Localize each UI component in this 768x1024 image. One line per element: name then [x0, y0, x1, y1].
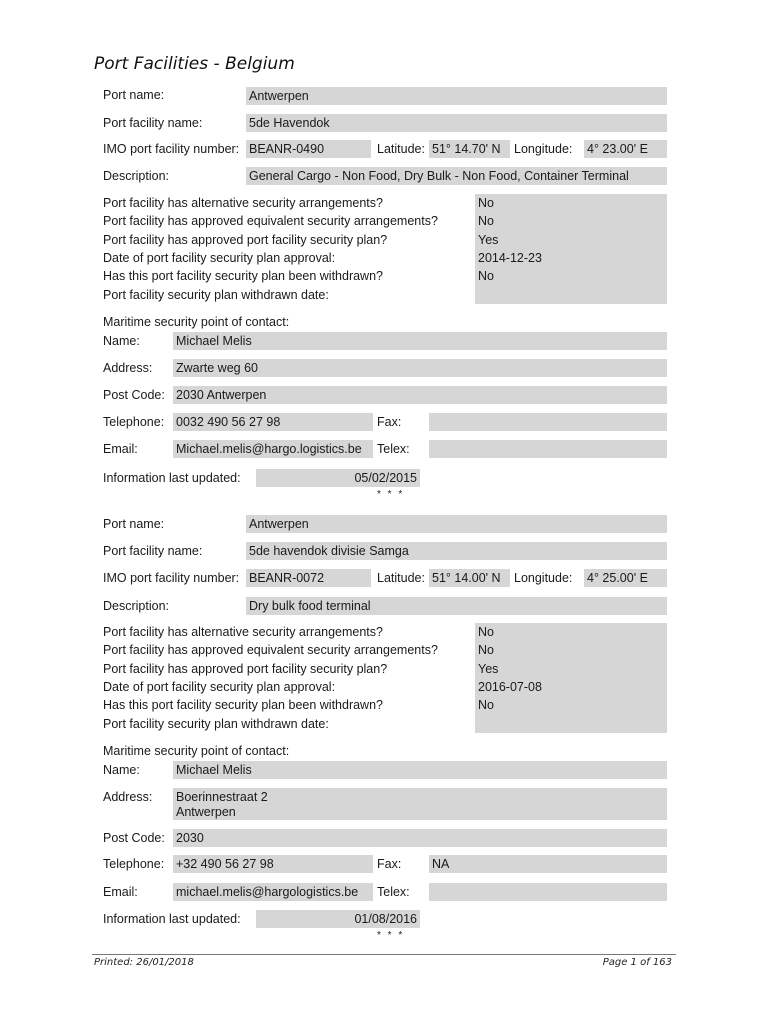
facility-name-value: 5de Havendok	[246, 114, 667, 132]
footer-divider	[92, 954, 676, 955]
description-label: Description:	[103, 599, 169, 613]
fax-label: Fax:	[377, 415, 402, 429]
facility-name-label: Port facility name:	[103, 116, 203, 130]
port-name-label: Port name:	[103, 88, 165, 102]
longitude-value: 4° 23.00' E	[584, 140, 667, 158]
record-separator: * * *	[377, 930, 405, 941]
port-name-value: Antwerpen	[246, 87, 667, 105]
security-answers-panel	[475, 623, 667, 733]
question-approved-plan: Port facility has approved port facility security plan?	[103, 233, 388, 247]
contact-heading: Maritime security point of contact:	[103, 315, 290, 329]
question-approved-plan: Port facility has approved port facility security plan?	[103, 662, 388, 676]
telex-label: Telex:	[377, 885, 410, 899]
answer-plan-date: 2014-12-23	[478, 250, 542, 265]
description-value: Dry bulk food terminal	[246, 597, 667, 615]
question-plan-withdrawn: Has this port facility security plan been withdrawn?	[103, 698, 383, 712]
answer-withdrawn: No	[478, 698, 494, 713]
question-plan-date: Date of port facility security plan approval:	[103, 680, 336, 694]
description-label: Description:	[103, 169, 169, 183]
page-title: Port Facilities - Belgium	[94, 54, 295, 74]
fax-value	[429, 413, 667, 431]
contact-name-value: Michael Melis	[173, 332, 667, 350]
description-value: General Cargo - Non Food, Dry Bulk - Non Food, Container Terminal	[246, 167, 667, 185]
printed-date: Printed: 26/01/2018	[94, 957, 194, 968]
longitude-label: Longitude:	[514, 571, 573, 585]
contact-name-label: Name:	[103, 763, 140, 777]
latitude-value: 51° 14.00' N	[429, 569, 510, 587]
address-value	[173, 359, 667, 377]
email-value: Michael.melis@hargo.logistics.be	[173, 440, 373, 458]
facility-name-label: Port facility name:	[103, 544, 203, 558]
answer-approved-plan: Yes	[478, 661, 499, 676]
question-equivalent-arrangements: Port facility has approved equivalent security arrangements?	[103, 643, 438, 657]
port-name-label: Port name:	[103, 517, 165, 531]
contact-heading: Maritime security point of contact:	[103, 744, 290, 758]
latitude-label: Latitude:	[377, 142, 425, 156]
address-label: Address:	[103, 790, 153, 804]
longitude-label: Longitude:	[514, 142, 573, 156]
imo-label: IMO port facility number:	[103, 142, 240, 156]
answer-approved-plan: Yes	[478, 232, 499, 247]
answer-withdrawn: No	[478, 269, 494, 284]
longitude-value: 4° 25.00' E	[584, 569, 667, 587]
post-code-label: Post Code:	[103, 831, 165, 845]
address-label: Address:	[103, 361, 153, 375]
email-label: Email:	[103, 442, 138, 456]
latitude-label: Latitude:	[377, 571, 425, 585]
telephone-label: Telephone:	[103, 857, 165, 871]
post-code-label: Post Code:	[103, 388, 165, 402]
post-code-value: 2030 Antwerpen	[173, 386, 667, 404]
imo-label: IMO port facility number:	[103, 571, 240, 585]
question-alternative-arrangements: Port facility has alternative security arrangements?	[103, 625, 383, 639]
last-updated-label: Information last updated:	[103, 471, 241, 485]
contact-name-value: Michael Melis	[173, 761, 667, 779]
telex-value	[429, 440, 667, 458]
question-equivalent-arrangements: Port facility has approved equivalent security arrangements?	[103, 214, 438, 228]
question-alternative-arrangements: Port facility has alternative security arrangements?	[103, 196, 383, 210]
security-answers-panel	[475, 194, 667, 304]
answer-plan-date: 2016-07-08	[478, 679, 542, 694]
latitude-value: 51° 14.70' N	[429, 140, 510, 158]
post-code-value: 2030	[173, 829, 667, 847]
question-withdrawn-date: Port facility security plan withdrawn date:	[103, 717, 329, 731]
imo-value: BEANR-0072	[246, 569, 371, 587]
imo-value: BEANR-0490	[246, 140, 371, 158]
last-updated-label: Information last updated:	[103, 912, 241, 926]
page-number: Page 1 of 163	[602, 957, 672, 968]
contact-name-label: Name:	[103, 334, 140, 348]
question-withdrawn-date: Port facility security plan withdrawn date:	[103, 288, 329, 302]
last-updated-value: 01/08/2016	[256, 910, 420, 928]
answer-equivalent: No	[478, 214, 494, 229]
telex-value	[429, 883, 667, 901]
address-line: Zwarte weg 60	[176, 361, 258, 375]
telephone-label: Telephone:	[103, 415, 165, 429]
answer-alternative: No	[478, 625, 494, 639]
email-label: Email:	[103, 885, 138, 899]
port-name-value: Antwerpen	[246, 515, 667, 533]
address-value	[173, 788, 667, 820]
email-value: michael.melis@hargologistics.be	[173, 883, 373, 901]
address-line: Antwerpen	[176, 805, 236, 819]
answer-equivalent: No	[478, 643, 494, 658]
question-plan-withdrawn: Has this port facility security plan been withdrawn?	[103, 269, 383, 283]
last-updated-value: 05/02/2015	[256, 469, 420, 487]
fax-label: Fax:	[377, 857, 402, 871]
telephone-value: 0032 490 56 27 98	[173, 413, 373, 431]
fax-value: NA	[429, 855, 667, 873]
answer-alternative: No	[478, 196, 494, 210]
facility-name-value: 5de havendok divisie Samga	[246, 542, 667, 560]
record-separator: * * *	[377, 489, 405, 500]
telex-label: Telex:	[377, 442, 410, 456]
address-line: Boerinnestraat 2	[176, 790, 268, 804]
telephone-value: +32 490 56 27 98	[173, 855, 373, 873]
question-plan-date: Date of port facility security plan approval:	[103, 251, 336, 265]
